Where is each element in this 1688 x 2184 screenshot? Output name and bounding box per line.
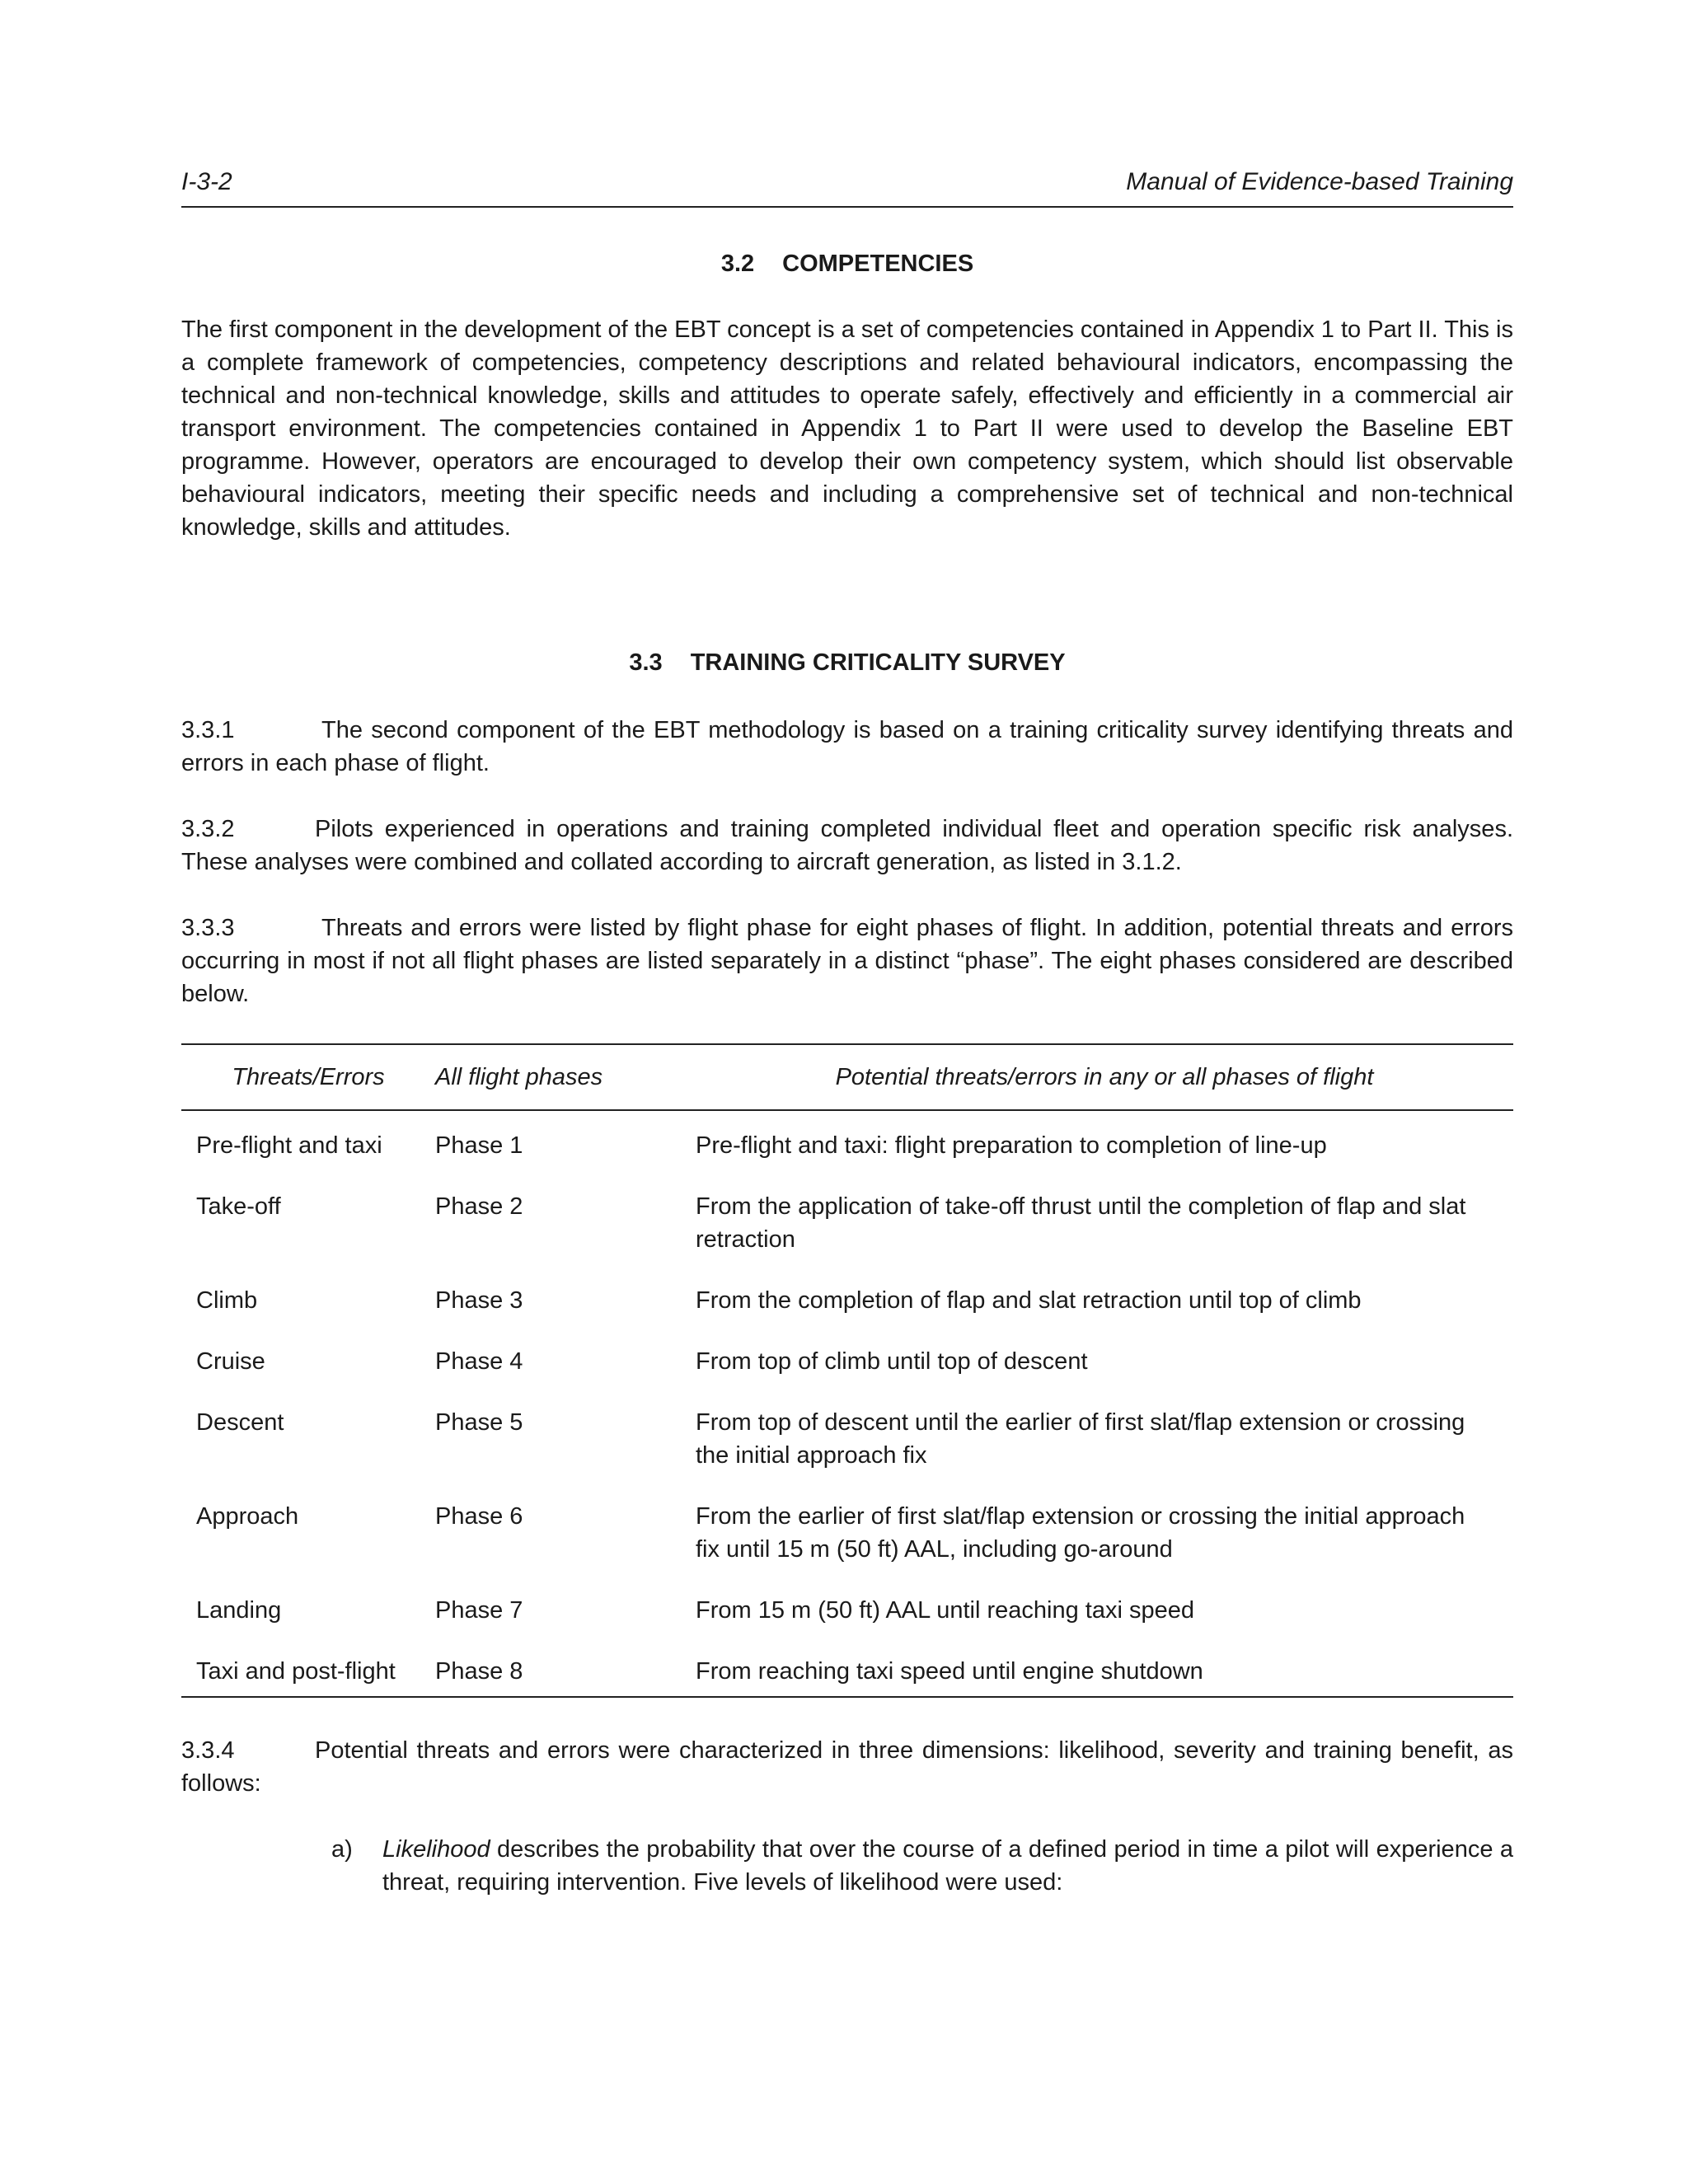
table-cell: Taxi and post-flight [196,1658,396,1685]
section-number: 3.2 [720,251,755,277]
list-item-likelihood [331,1833,1513,1899]
table-cell: Phase 6 [435,1503,523,1530]
column-header: Threats/Errors [181,1044,435,1110]
running-header [181,165,1513,208]
table-cell: Cruise [196,1348,265,1375]
list-marker: a) [331,1836,353,1863]
paragraph-number: 3.3.4 [181,1737,235,1764]
paragraph-number: 3.3.3 [181,915,235,941]
document-title: Manual of Evidence-based Training [1126,168,1513,195]
competencies-paragraph: The first component in the development of the EBT concept is a set of competencies contained in Appendix 1 to Part II. This is a complete framework of competencies, competency descriptions and related behavioural indicators, encompassing the technical and non-technical knowledge, skills and attitudes to operate safely, effectively and efficiently in a commercial air transport environment. The competencies contained in Appendix 1 to Part II were used to develop the Baseline EBT programme. However, operators are encouraged to develop their own competency system, which should list observable behavioural indicators, meeting their specific needs and including a comprehensive set of technical and non-technical knowledge, skills and attitudes. [181,316,1513,541]
table-cell: From the application of take-off thrust until the completion of flap and slat retraction [696,1193,1466,1253]
section-heading-3-2 [181,251,1513,278]
section-title: COMPETENCIES [782,251,974,277]
table-cell: Phase 4 [435,1348,523,1375]
table-row [181,1378,1513,1472]
table-cell: Approach [196,1503,299,1530]
column-header: Potential threats/errors in any or all phases of flight [696,1044,1513,1110]
table-cell: Pre-flight and taxi: flight preparation to completion of line-up [696,1132,1327,1159]
page-number: I-3-2 [181,168,232,195]
table-row [181,1566,1513,1627]
paragraph-number: 3.3.2 [181,816,235,842]
column-header-label: All flight phases [435,1063,603,1090]
table-cell: From reaching taxi speed until engine shutdown [696,1658,1203,1685]
table-row [181,1256,1513,1317]
table-row [181,1627,1513,1697]
list-item-text [382,1833,1513,1899]
table-cell: Phase 8 [435,1658,523,1685]
table-cell: Landing [196,1597,282,1624]
table-row [181,1472,1513,1566]
table-cell: Pre-flight and taxi [196,1132,382,1159]
paragraph-3-3-4 [181,1734,1513,1800]
flight-phases-table [181,1043,1513,1698]
table-row [181,1162,1513,1256]
table-cell: Take-off [196,1193,281,1220]
section-number: 3.3 [629,649,663,676]
table-cell: From 15 m (50 ft) AAL until reaching taxi speed [696,1597,1194,1624]
paragraph-text: Pilots experienced in operations and training completed individual fleet and operation specific risk analyses. These analyses were combined and collated according to aircraft generation, as listed in 3.1.2. [181,816,1513,875]
definition-text: describes the probability that over the course of a defined period in time a pilot will experience a threat, requiring intervention. Five levels of likelihood were used: [382,1836,1513,1896]
table-cell: From top of climb until top of descent [696,1348,1088,1375]
paragraph-3-3-3 [181,912,1513,1010]
paragraph-text: Threats and errors were listed by flight phase for eight phases of flight. In addition, potential threats and errors occurring in most if not all flight phases are listed separately in a distinct “phase”. The eight phases considered are described below. [181,915,1513,1007]
table-row [181,1317,1513,1378]
table-cell: From top of descent until the earlier of first slat/flap extension or crossing the initial approach fix [696,1409,1465,1469]
paragraph-3-3-2 [181,813,1513,879]
table-cell: From the completion of flap and slat retraction until top of climb [696,1287,1362,1314]
table-cell: Phase 5 [435,1409,523,1436]
section-title: TRAINING CRITICALITY SURVEY [690,649,1066,676]
table-cell: Climb [196,1287,258,1314]
column-header [435,1044,696,1110]
table-cell: Phase 2 [435,1193,523,1220]
defined-term: Likelihood [382,1836,490,1863]
paragraph-text: The second component of the EBT methodology is based on a training criticality survey identifying threats and errors in each phase of flight. [181,717,1513,776]
table-cell: Phase 3 [435,1287,523,1314]
section-heading-3-3 [181,649,1513,677]
table-cell: Descent [196,1409,284,1436]
table-cell: Phase 7 [435,1597,523,1624]
table-cell: Phase 1 [435,1132,523,1159]
paragraph-3-3-1 [181,714,1513,780]
table-row [181,1110,1513,1162]
paragraph-number: 3.3.1 [181,717,235,743]
table-cell: From the earlier of first slat/flap extension or crossing the initial approach fix until 15 m (50 ft) AAL, including go-around [696,1503,1465,1563]
paragraph-text: Potential threats and errors were characterized in three dimensions: likelihood, severity and training benefit, as follows: [181,1737,1513,1797]
table-header-row [181,1044,1513,1110]
